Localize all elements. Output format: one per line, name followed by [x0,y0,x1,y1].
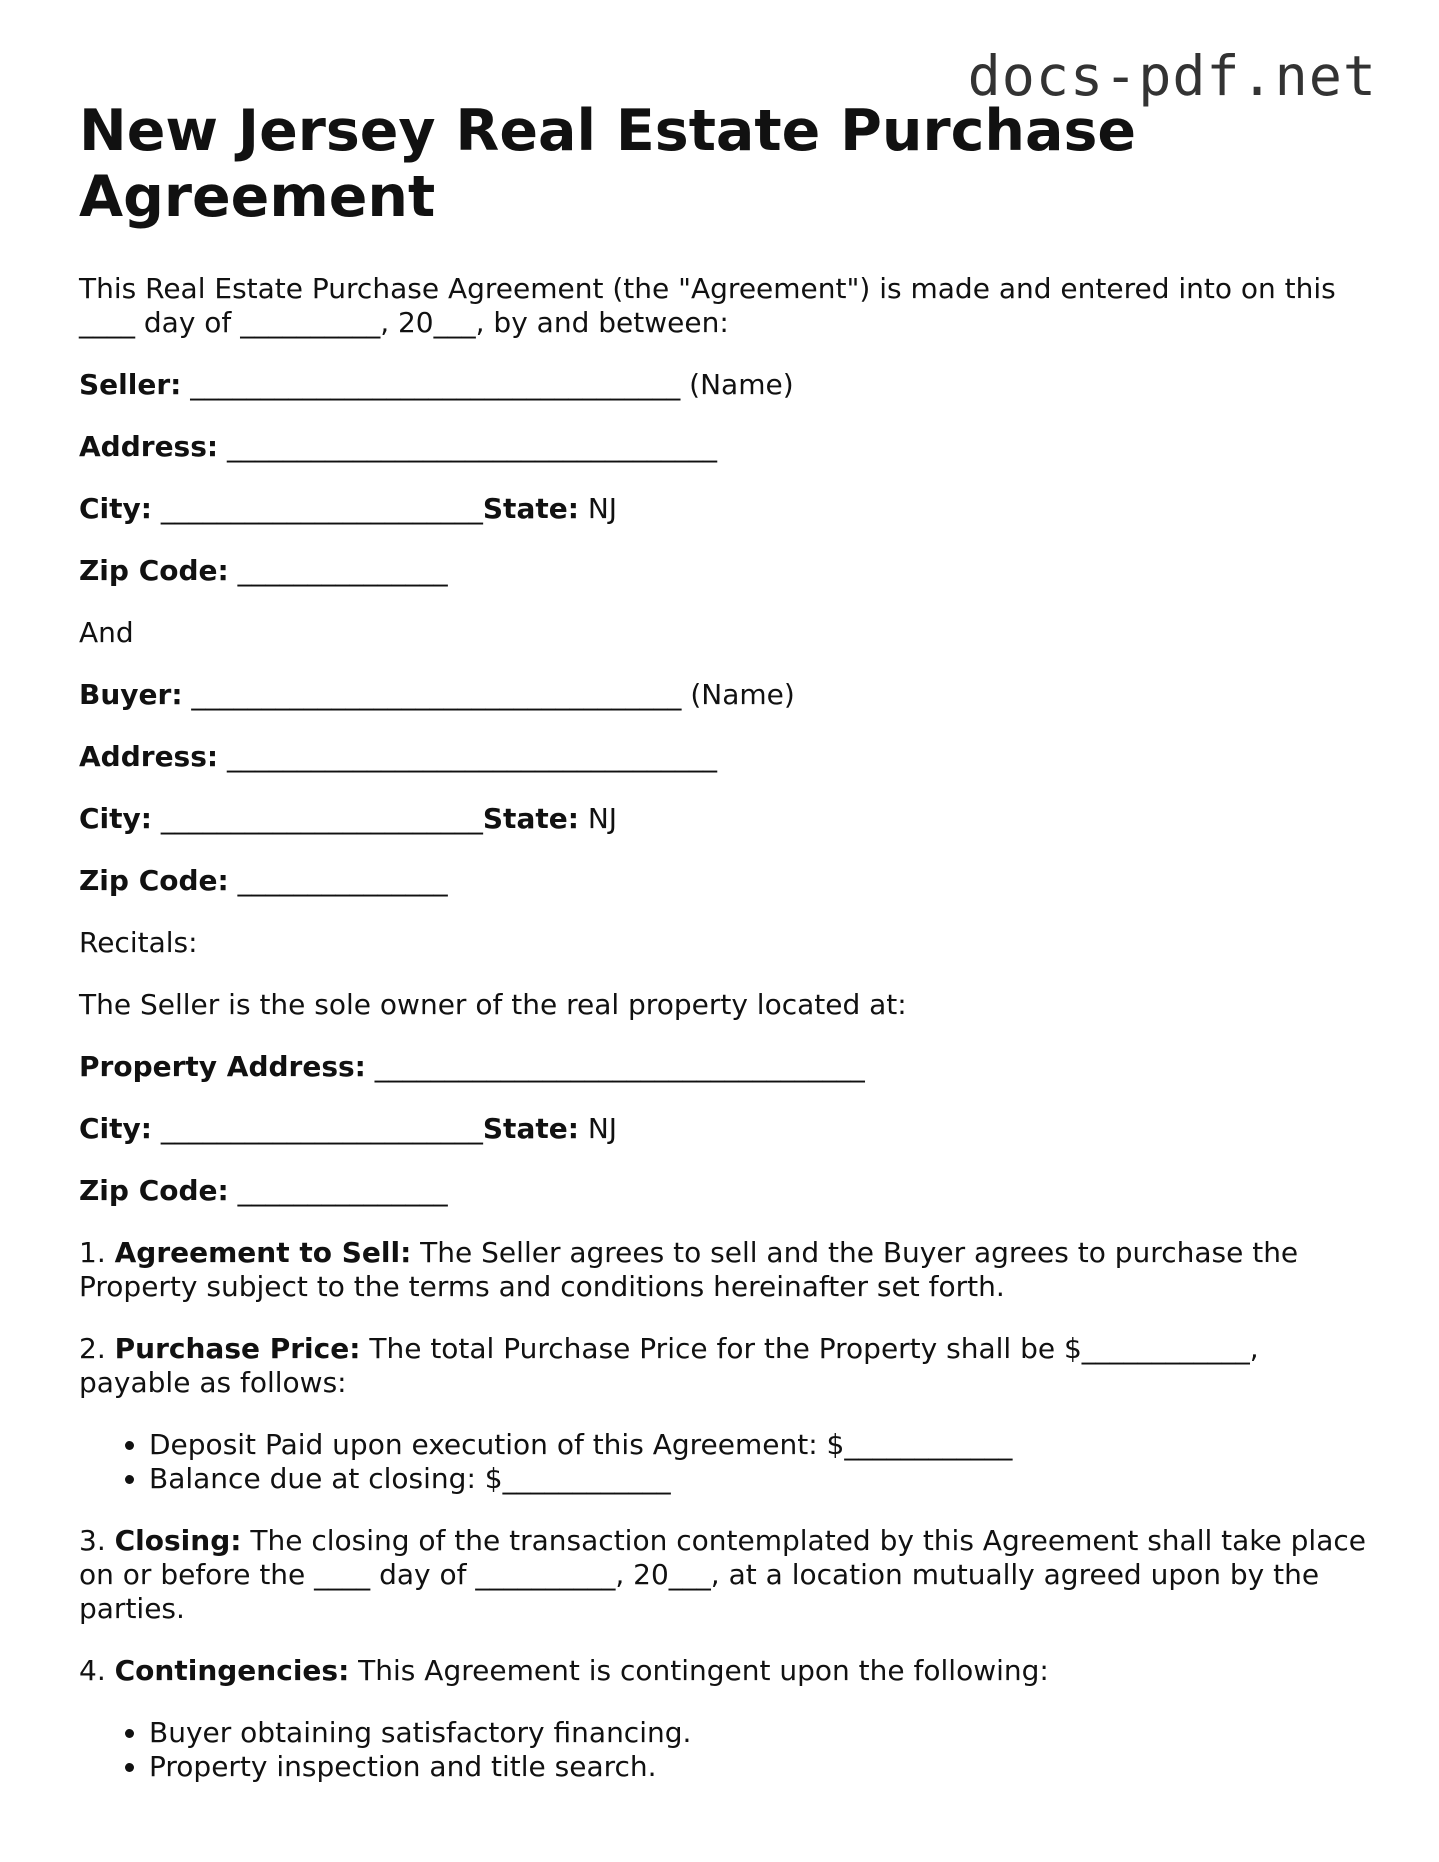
section-3-heading: Closing: [114,1524,242,1557]
property-zip-field[interactable]: _______________ [228,1174,448,1207]
property-zip-label: Zip Code: [79,1174,229,1207]
buyer-zip-label: Zip Code: [79,864,229,897]
property-state-value: NJ [578,1112,618,1145]
buyer-address-row [79,740,1369,774]
property-city-label: City: [79,1112,152,1145]
buyer-state-label: State: [482,802,579,835]
seller-state-value: NJ [578,492,618,525]
buyer-address-label: Address: [79,740,219,773]
section-4-text: This Agreement is contingent upon the following: [349,1654,1049,1687]
seller-name-field[interactable]: ___________________________________ (Name) [181,368,794,401]
property-address-row [79,1050,1369,1084]
seller-city-field[interactable]: _______________________ [151,492,483,525]
buyer-name-row [79,678,1369,712]
section-2-number: 2. [79,1332,115,1365]
seller-state-label: State: [482,492,579,525]
section-4-heading: Contingencies: [114,1654,350,1687]
buyer-city-field[interactable]: _______________________ [151,802,483,835]
property-intro: The Seller is the sole owner of the real property located at: [79,988,907,1021]
buyer-name-label: Buyer: [79,678,183,711]
section-2-text: The total Purchase Price for the Property shall be $____________, payable as follows: [79,1332,1259,1399]
section-3-number: 3. [79,1524,115,1557]
seller-city-row [79,492,1369,526]
purchase-price-list [79,1428,1369,1496]
section-contingencies [79,1654,1369,1688]
buyer-name-field[interactable]: ___________________________________ (Name) [182,678,795,711]
recitals-heading: Recitals: [79,926,198,959]
list-item: • Balance due at closing: $____________ [149,1462,1369,1496]
intro-paragraph: This Real Estate Purchase Agreement (the "Agreement") is made and entered into on this ____ day of __________, 20___, by and between: [79,272,1336,339]
document-page [79,98,1369,1784]
buyer-city-label: City: [79,802,152,835]
seller-zip-field[interactable]: _______________ [228,554,448,587]
seller-address-field[interactable]: ___________________________________ [218,430,717,463]
seller-zip-label: Zip Code: [79,554,229,587]
seller-address-label: Address: [79,430,219,463]
section-3-text: The closing of the transaction contemplated by this Agreement shall take place on or before the ____ day of __________, 20___, at a location mutually agreed upon by the parties. [79,1524,1366,1625]
section-agreement-to-sell [79,1236,1369,1304]
section-1-heading: Agreement to Sell: [114,1236,412,1269]
property-city-field[interactable]: _______________________ [151,1112,483,1145]
buyer-zip-field[interactable]: _______________ [228,864,448,897]
seller-name-label: Seller: [79,368,182,401]
property-state-label: State: [482,1112,579,1145]
section-1-number: 1. [79,1236,115,1269]
property-zip-row [79,1174,1369,1208]
section-1-text: The Seller agrees to sell and the Buyer agrees to purchase the Property subject to the terms and conditions hereinafter set forth. [79,1236,1299,1303]
section-2-heading: Purchase Price: [114,1332,361,1365]
seller-address-row [79,430,1369,464]
document-title: New Jersey Real Estate Purchase Agreement [79,98,1137,230]
property-city-row [79,1112,1369,1146]
property-address-label: Property Address: [79,1050,366,1083]
property-address-field[interactable]: ___________________________________ [365,1050,865,1083]
buyer-city-row [79,802,1369,836]
buyer-zip-row [79,864,1369,898]
buyer-state-value: NJ [578,802,618,835]
list-item: • Property inspection and title search. [149,1750,1369,1784]
section-purchase-price [79,1332,1369,1400]
seller-city-label: City: [79,492,152,525]
list-item: • Buyer obtaining satisfactory financing. [149,1716,1369,1750]
seller-name-row [79,368,1369,402]
contingencies-list [79,1716,1369,1784]
list-item: • Deposit Paid upon execution of this Agreement: $____________ [149,1428,1369,1462]
section-4-number: 4. [79,1654,115,1687]
section-closing [79,1524,1369,1626]
and-text: And [79,616,134,649]
seller-zip-row [79,554,1369,588]
buyer-address-field[interactable]: ___________________________________ [218,740,717,773]
watermark: docs-pdf.net [967,44,1377,108]
